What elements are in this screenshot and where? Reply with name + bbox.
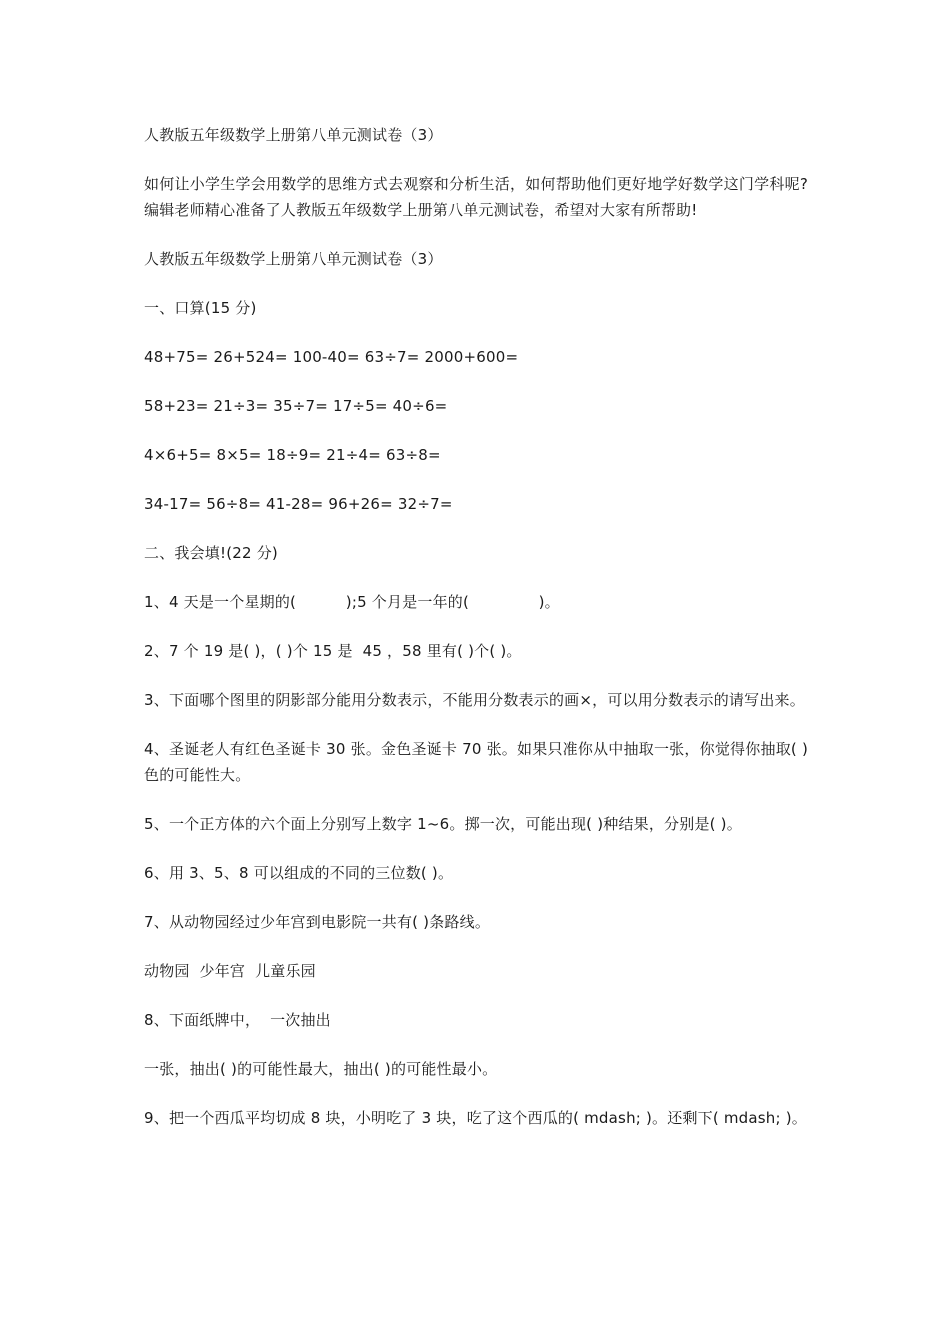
calc-line: 4×6+5= 8×5= 18÷9= 21÷4= 63÷8= <box>144 446 441 464</box>
question-4: 4、圣诞老人有红色圣诞卡 30 张。金色圣诞卡 70 张。如果只准你从中抽取一张，你觉得你抽取( )色的可能性大。 <box>144 740 808 784</box>
intro-paragraph: 如何让小学生学会用数学的思维方式去观察和分析生活，如何帮助他们更好地学好数学这门学科呢?编辑老师精心准备了人教版五年级数学上册第八单元测试卷，希望对大家有所帮助! <box>144 175 808 219</box>
document-page <box>144 122 808 1131</box>
doc-title: 人教版五年级数学上册第八单元测试卷（3） <box>144 126 443 144</box>
question-6: 6、用 3、5、8 可以组成的不同的三位数( )。 <box>144 864 454 882</box>
calc-line: 48+75= 26+524= 100-40= 63÷7= 2000+600= <box>144 348 519 366</box>
question-2: 2、7 个 19 是( )，( )个 15 是 45 ，58 里有( )个( )。 <box>144 642 522 660</box>
question-8-part1: 8、下面纸牌中， 一次抽出 <box>144 1011 331 1029</box>
question-3: 3、下面哪个图里的阴影部分能用分数表示，不能用分数表示的画×，可以用分数表示的请写出来。 <box>144 691 805 709</box>
calc-line: 34-17= 56÷8= 41-28= 96+26= 32÷7= <box>144 495 453 513</box>
places-line: 动物园 少年宫 儿童乐园 <box>144 962 316 980</box>
question-8-part2: 一张，抽出( )的可能性最大，抽出( )的可能性最小。 <box>144 1060 498 1078</box>
question-7: 7、从动物园经过少年宫到电影院一共有( )条路线。 <box>144 913 491 931</box>
doc-title-repeat: 人教版五年级数学上册第八单元测试卷（3） <box>144 250 443 268</box>
section-heading-fill: 二、我会填!(22 分) <box>144 544 278 562</box>
question-5: 5、一个正方体的六个面上分别写上数字 1~6。掷一次，可能出现( )种结果，分别是( )。 <box>144 815 742 833</box>
question-1: 1、4 天是一个星期的( );5 个月是一年的( )。 <box>144 593 560 611</box>
calc-line: 58+23= 21÷3= 35÷7= 17÷5= 40÷6= <box>144 397 448 415</box>
question-9: 9、把一个西瓜平均切成 8 块，小明吃了 3 块，吃了这个西瓜的( mdash; )。还剩下( mdash; )。 <box>144 1109 807 1127</box>
section-heading-calc: 一、口算(15 分) <box>144 299 257 317</box>
